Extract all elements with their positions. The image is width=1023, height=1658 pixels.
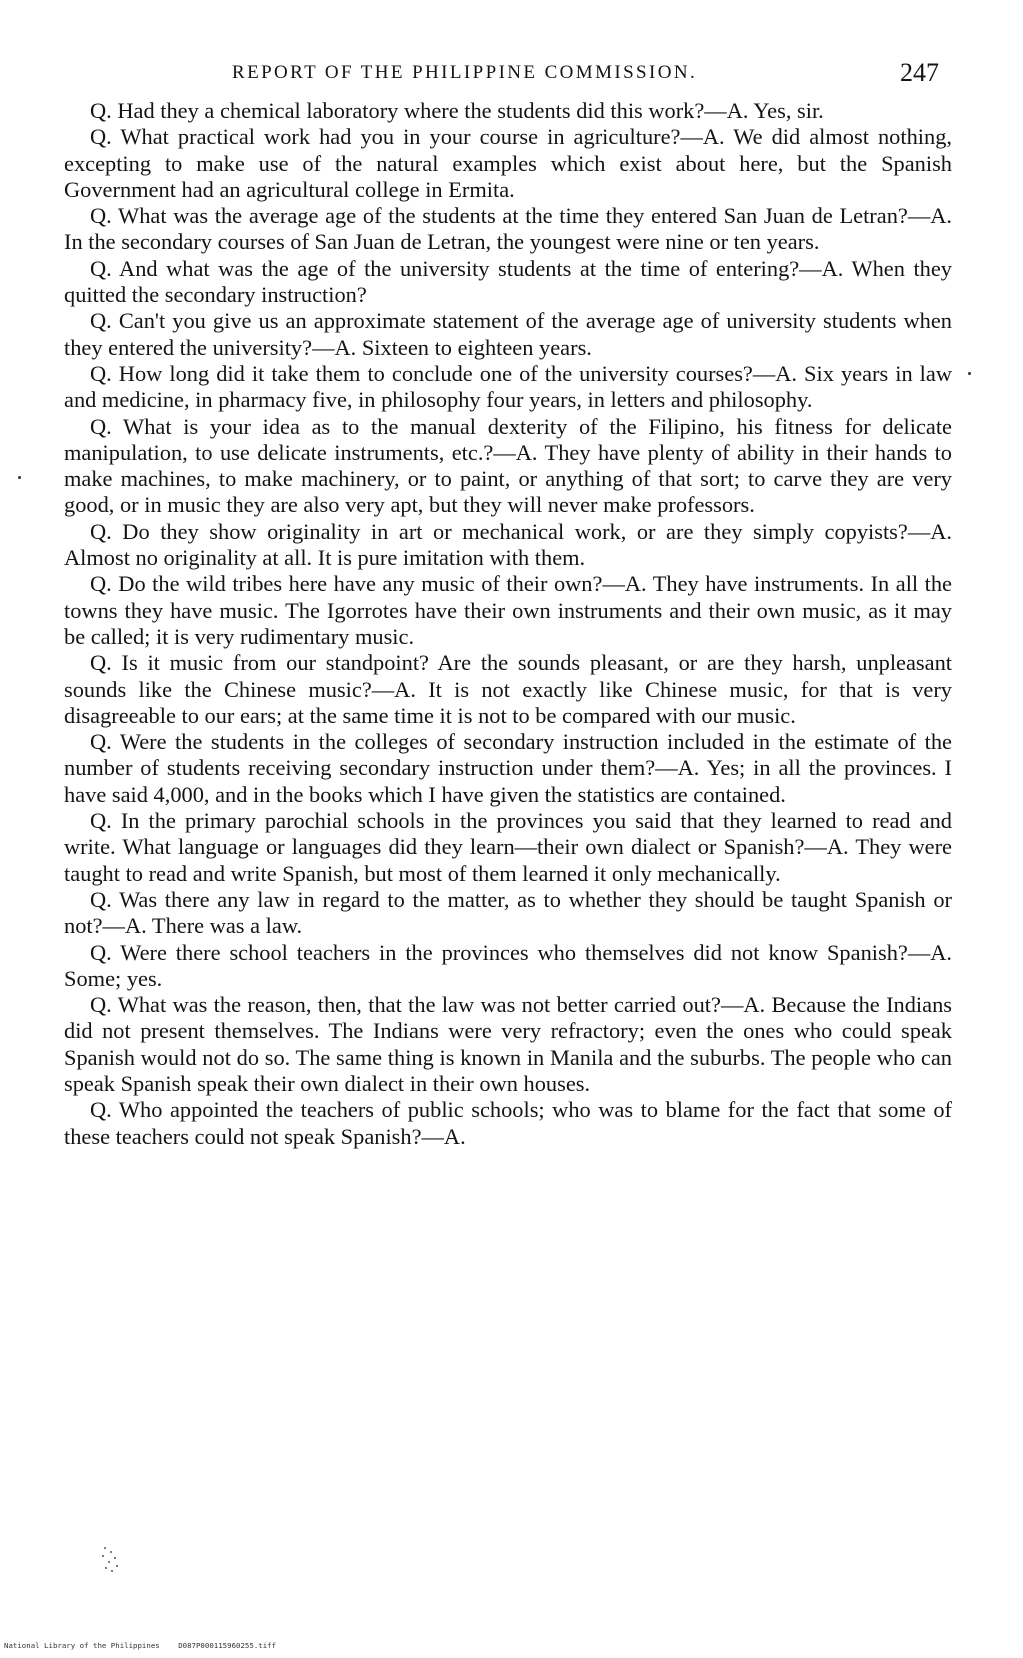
scan-footer bbox=[4, 1641, 276, 1650]
qa-paragraph: Q. What practical work had you in your course in agriculture?—A. We did almost nothing, excepting to make use of the natural examples which exist about here, but the Spanish Government had an agricultural college in Ermita. bbox=[64, 124, 952, 202]
qa-paragraph: Q. Were the students in the colleges of secondary instruction included in the estimate of the number of students receiving secondary instruction under them?—A. Yes; in all the provinces. I have said 4,000, and in the books which I have given the statistics are contained. bbox=[64, 729, 952, 807]
running-head: REPORT OF THE PHILIPPINE COMMISSION. bbox=[232, 62, 698, 83]
body-text bbox=[64, 98, 952, 1150]
qa-paragraph: Q. Who appointed the teachers of public schools; who was to blame for the fact that some of these teachers could not speak Spanish?—A. bbox=[64, 1097, 952, 1149]
qa-paragraph: Q. Do the wild tribes here have any music of their own?—A. They have instruments. In all the towns they have music. The Igorrotes have their own instruments and their own music, as it may be called; it is very rudimentary music. bbox=[64, 571, 952, 649]
page-header bbox=[0, 58, 1023, 92]
scan-speck-cluster bbox=[100, 1545, 124, 1575]
qa-paragraph: Q. Was there any law in regard to the matter, as to whether they should be taught Spanish or not?—A. There was a law. bbox=[64, 886, 952, 939]
qa-paragraph: Q. Can't you give us an approximate statement of the average age of university students when they entered the university?—A. Sixteen to eighteen years. bbox=[64, 308, 952, 360]
qa-paragraph: Q. Do they show originality in art or mechanical work, or are they simply copyists?—A. Almost no originality at all. It is pure imitation with them. bbox=[64, 518, 952, 571]
page-number: 247 bbox=[900, 58, 939, 87]
qa-paragraph: Q. And what was the age of the university students at the time of entering?—A. When they quitted the secondary instruction? bbox=[64, 255, 952, 308]
qa-paragraph: Q. Were there school teachers in the provinces who themselves did not know Spanish?—A. Some; yes. bbox=[64, 939, 952, 991]
qa-paragraph: Q. What is your idea as to the manual dexterity of the Filipino, his fitness for delicate manipulation, to use delicate instruments, etc.?—A. They have plenty of ability in their hands to make machines, to make machinery, or to paint, or anything of that sort; to carve they are very good, or in music they are also very apt, but they will never make professors. bbox=[64, 413, 952, 518]
qa-paragraph: Q. How long did it take them to conclude one of the university courses?—A. Six years in law and medicine, in pharmacy five, in philosophy four years, in letters and philosophy. bbox=[64, 360, 952, 413]
qa-paragraph: Q. What was the average age of the students at the time they entered San Juan de Letran?—A. In the secondary courses of San Juan de Letran, the youngest were nine or ten years. bbox=[64, 203, 952, 255]
qa-paragraph: Q. Is it music from our standpoint? Are the sounds pleasant, or are they harsh, unpleasant sounds like the Chinese music?—A. It is not exactly like Chinese music, for that is very disagreeable to our ears; at the same time it is not to be compared with our music. bbox=[64, 650, 952, 728]
scan-speck bbox=[968, 372, 971, 375]
library-credit: National Library of the Philippines bbox=[4, 1641, 160, 1650]
file-id: D087P000115960255.tiff bbox=[178, 1641, 277, 1650]
qa-paragraph: Q. In the primary parochial schools in the provinces you said that they learned to read and write. What language or languages did they learn—their own dialect or Spanish?—A. They were taught to read and write Spanish, but most of them learned it only mechanically. bbox=[64, 808, 952, 886]
qa-paragraph: Q. Had they a chemical laboratory where the students did this work?—A. Yes, sir. bbox=[90, 98, 824, 123]
qa-paragraph: Q. What was the reason, then, that the law was not better carried out?—A. Because the Indians did not present themselves. The Indians were very refractory; even the ones who could speak Spanish would not do so. The same thing is known in Manila and the suburbs. The people who can speak Spanish speak their own dialect in their own houses. bbox=[64, 992, 952, 1096]
scan-speck bbox=[18, 476, 21, 479]
